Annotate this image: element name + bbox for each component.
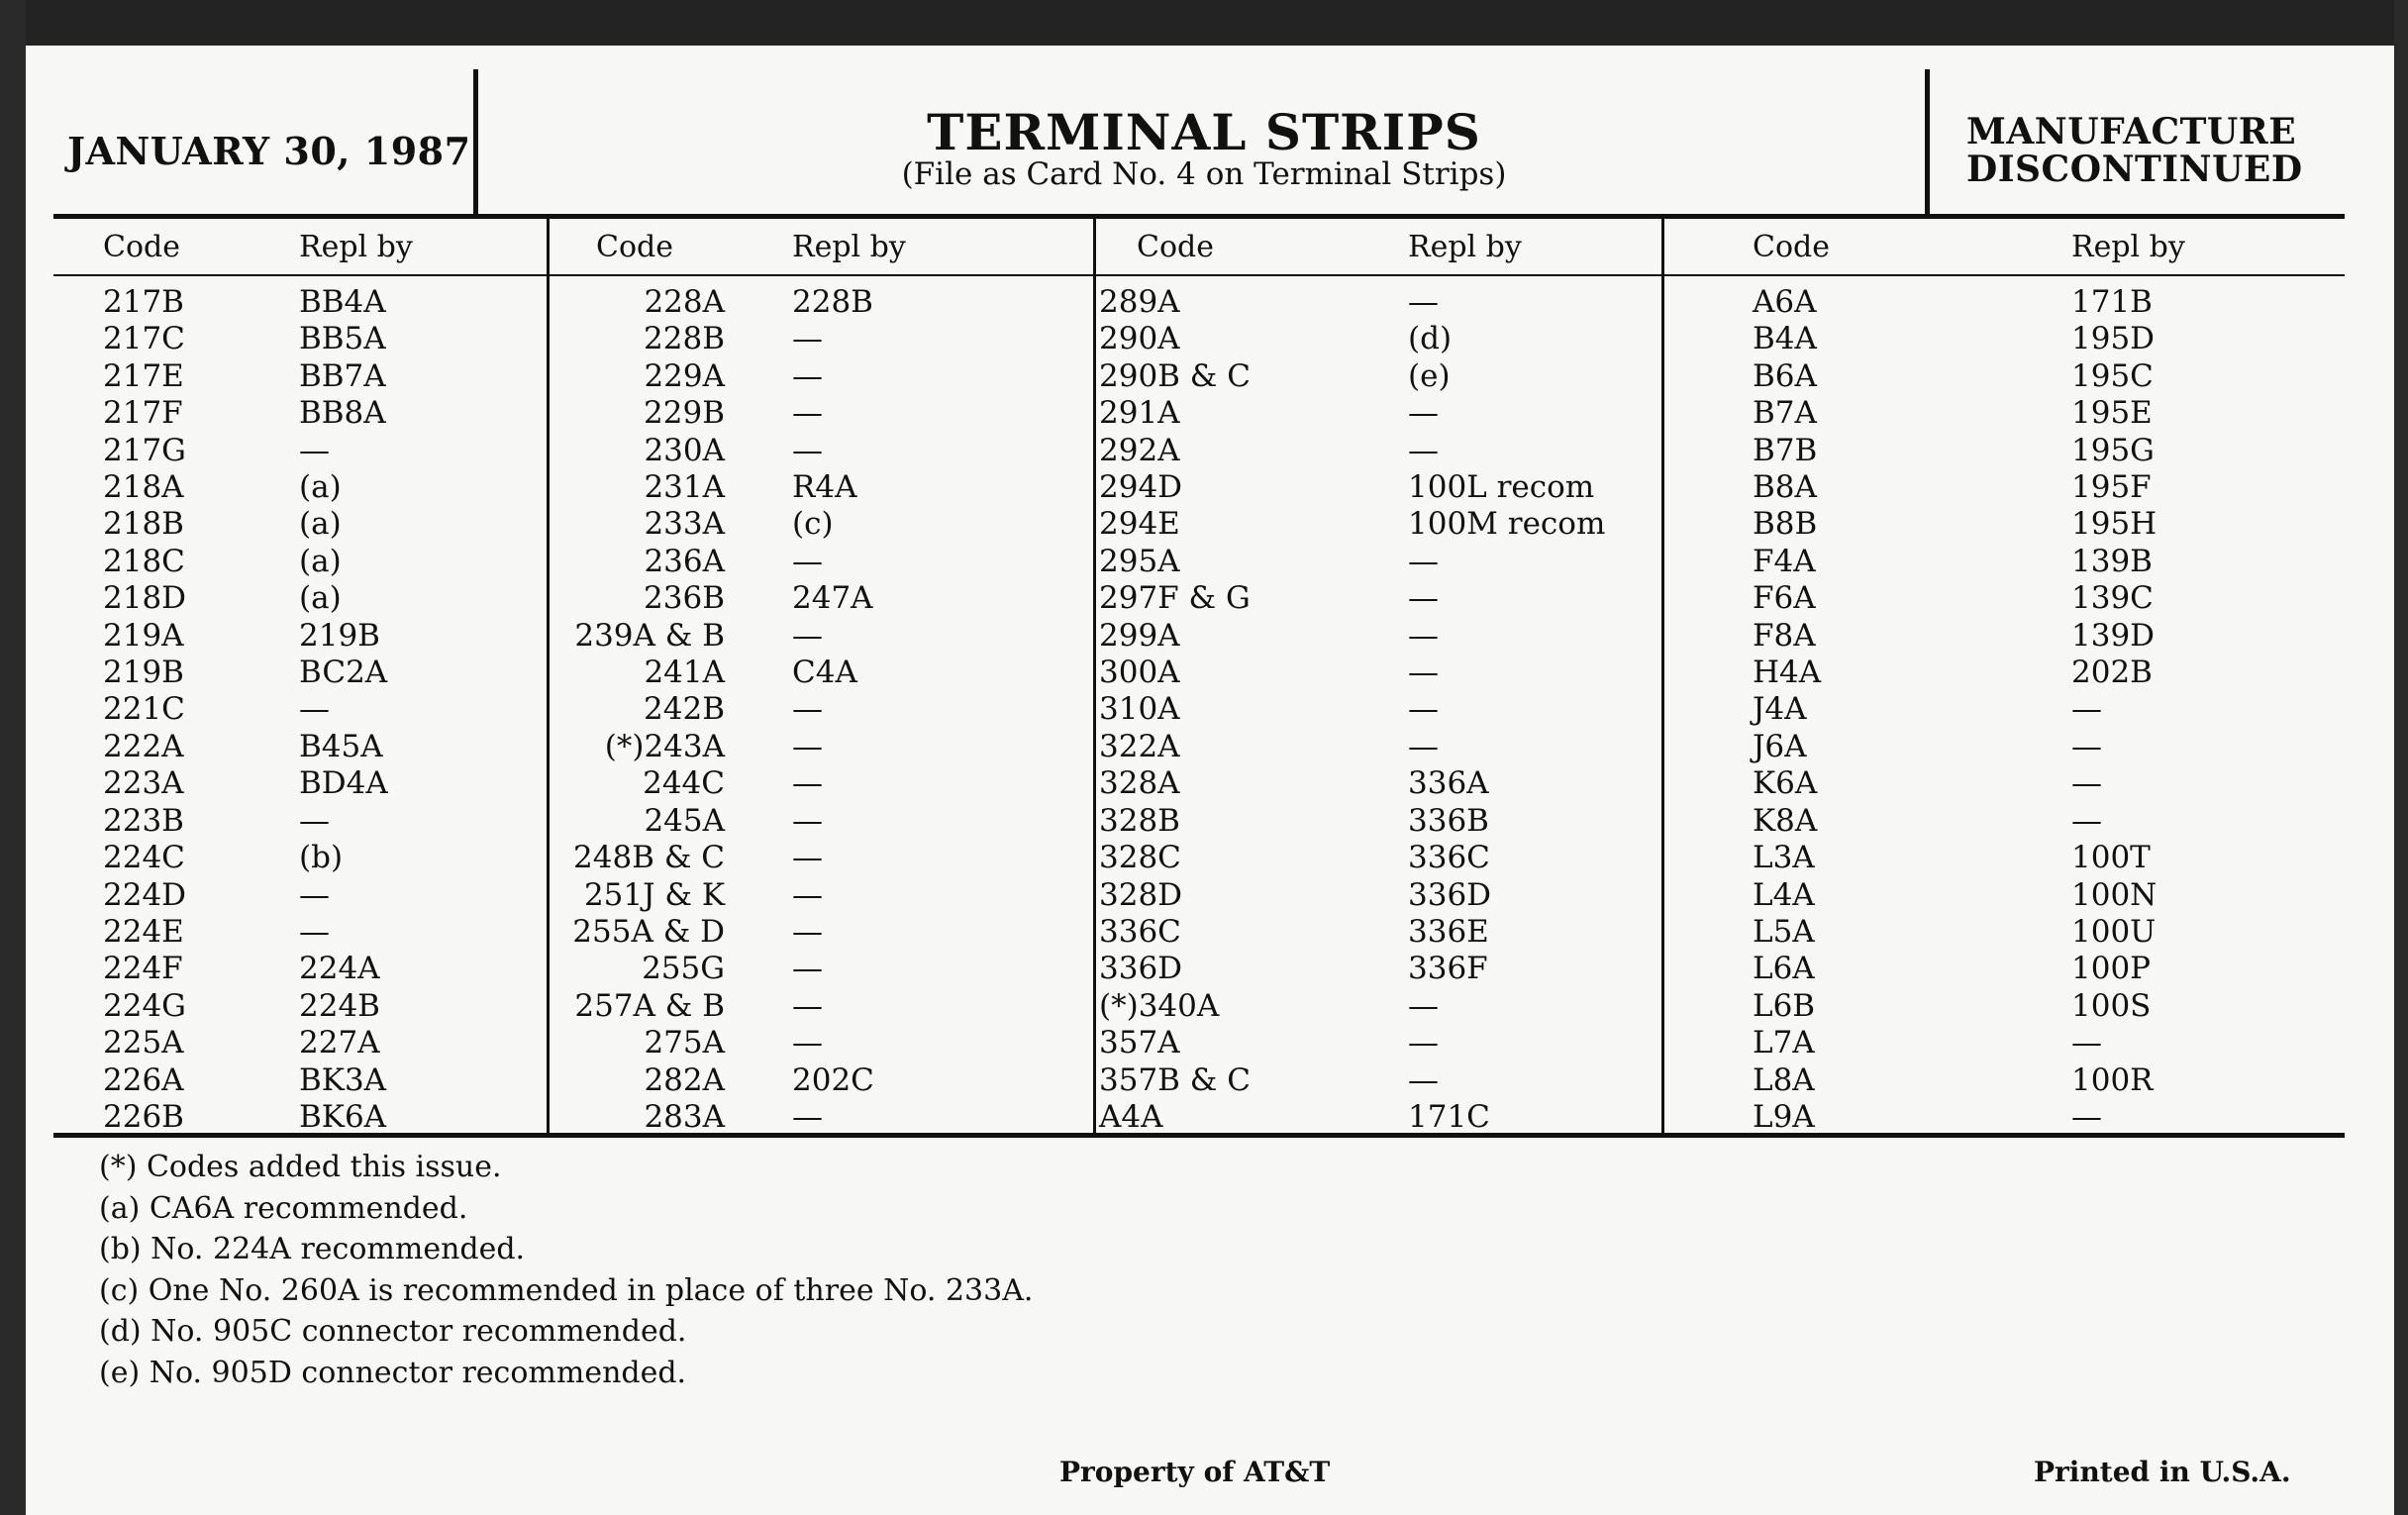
repl-cell: BC2A	[299, 655, 388, 691]
footnote-b: (b) No. 224A recommended.	[99, 1232, 526, 1267]
code-cell: 328B	[1099, 802, 1180, 839]
code-cell: F8A	[1753, 617, 1816, 654]
repl-cell: BB5A	[299, 321, 386, 357]
footnote-c: (c) One No. 260A is recommended in place of three No. 233A.	[99, 1272, 1034, 1308]
table-top-rule	[53, 214, 2345, 219]
repl-cell: 100M recom	[1408, 506, 1606, 543]
code-cell: 225A	[103, 1025, 184, 1061]
code-cell: 290B & C	[1099, 357, 1251, 394]
code-cell: H4A	[1753, 655, 1822, 691]
code-cell: 229B	[644, 395, 725, 432]
repl-cell: —	[1408, 580, 1439, 617]
code-cell: 218D	[103, 580, 187, 617]
code-cell: B4A	[1753, 321, 1817, 357]
repl-cell: 100R	[2071, 1061, 2154, 1098]
repl-cell: BB8A	[299, 395, 386, 432]
repl-cell: 100N	[2071, 876, 2157, 913]
code-cell: 255A & D	[572, 913, 725, 950]
repl-cell: (d)	[1408, 321, 1453, 357]
code-cell: B7B	[1753, 432, 1818, 468]
code-cell: 224C	[103, 840, 185, 876]
status-label	[1966, 113, 2362, 188]
code-cell: L6B	[1753, 987, 1816, 1024]
repl-cell: 195F	[2071, 469, 2152, 506]
repl-column-2	[792, 284, 874, 1136]
repl-cell: 227A	[299, 1025, 380, 1061]
repl-cell: 336D	[1408, 876, 1492, 913]
column-divider-3	[1661, 219, 1664, 1135]
footnote-e: (e) No. 905D connector recommended.	[99, 1355, 687, 1390]
code-cell: 289A	[1099, 284, 1180, 320]
page-title: TERMINAL STRIPS	[927, 103, 1481, 161]
repl-cell: —	[299, 802, 330, 839]
repl-cell: 202C	[792, 1061, 874, 1098]
repl-cell: (e)	[1408, 357, 1451, 394]
repl-cell: 336F	[1408, 951, 1488, 987]
repl-cell: 224B	[299, 987, 380, 1024]
code-cell: 236A	[644, 543, 725, 579]
repl-cell: —	[792, 395, 823, 432]
repl-cell: 195H	[2071, 506, 2157, 543]
repl-cell: —	[2071, 691, 2102, 728]
code-cell: B7A	[1753, 395, 1817, 432]
code-cell: 357B & C	[1099, 1061, 1251, 1098]
code-cell: J4A	[1753, 691, 1807, 728]
repl-cell: 195E	[2071, 395, 2153, 432]
repl-cell: (c)	[792, 506, 834, 543]
code-cell: L3A	[1753, 840, 1815, 876]
repl-cell: —	[299, 876, 330, 913]
code-cell: 295A	[1099, 543, 1180, 579]
footnotes	[99, 1147, 1033, 1394]
repl-cell: —	[792, 1098, 823, 1135]
repl-cell: BK6A	[299, 1098, 387, 1135]
code-cell: 357A	[1099, 1025, 1180, 1061]
repl-cell: —	[792, 617, 823, 654]
repl-cell: —	[792, 802, 823, 839]
repl-cell: —	[1408, 987, 1439, 1024]
code-cell: L7A	[1753, 1025, 1815, 1061]
code-cell: 233A	[644, 506, 725, 543]
header-divider-left	[473, 69, 478, 216]
code-cell: 245A	[644, 802, 725, 839]
repl-cell: BD4A	[299, 765, 388, 802]
repl-cell: —	[792, 951, 823, 987]
code-cell: 239A & B	[574, 617, 725, 654]
repl-cell: —	[2071, 765, 2102, 802]
code-cell: 310A	[1099, 691, 1180, 728]
code-header-2: Code	[596, 230, 673, 264]
code-cell: (*)243A	[604, 728, 725, 764]
repl-cell: —	[2071, 728, 2102, 764]
code-cell: 322A	[1099, 728, 1180, 764]
footnote-asterisk: (*) Codes added this issue.	[99, 1150, 502, 1184]
repl-cell: 100T	[2071, 840, 2151, 876]
repl-cell: 171C	[1408, 1098, 1490, 1135]
code-cell: L5A	[1753, 913, 1815, 950]
code-cell: 241A	[644, 655, 725, 691]
repl-cell: 139B	[2071, 543, 2153, 579]
code-cell: J6A	[1753, 728, 1807, 764]
repl-cell: (a)	[299, 543, 342, 579]
repl-cell: —	[792, 987, 823, 1024]
repl-cell: —	[792, 1025, 823, 1061]
code-cell: 222A	[103, 728, 184, 764]
code-cell: 224G	[103, 987, 186, 1024]
repl-cell: —	[1408, 543, 1439, 579]
status-line-1: MANUFACTURE	[1966, 111, 2297, 152]
code-cell: 328C	[1099, 840, 1181, 876]
column-divider-1	[547, 219, 550, 1135]
code-cell: 223A	[103, 765, 184, 802]
repl-cell: (a)	[299, 469, 342, 506]
repl-cell: —	[1408, 1025, 1439, 1061]
repl-cell: 139D	[2071, 617, 2156, 654]
repl-cell: —	[1408, 284, 1439, 320]
code-cell: A6A	[1753, 284, 1817, 320]
code-cell: L6A	[1753, 951, 1815, 987]
code-cell: 223B	[103, 802, 184, 839]
footer-printed: Printed in U.S.A.	[2034, 1456, 2291, 1488]
column-divider-2	[1093, 219, 1096, 1135]
repl-cell: 100U	[2071, 913, 2157, 950]
status-line-2: DISCONTINUED	[1966, 149, 2303, 190]
code-cell: 228B	[644, 321, 725, 357]
code-cell: 257A & B	[574, 987, 725, 1024]
code-column-3	[1099, 284, 1366, 1136]
code-header-3: Code	[1137, 230, 1214, 264]
repl-cell: —	[792, 357, 823, 394]
repl-cell: 336B	[1408, 802, 1489, 839]
repl-cell: 336A	[1408, 765, 1489, 802]
repl-cell: —	[299, 691, 330, 728]
code-cell: 217G	[103, 432, 186, 468]
code-cell: L8A	[1753, 1061, 1815, 1098]
repl-cell: 202B	[2071, 655, 2153, 691]
code-cell: 283A	[644, 1098, 725, 1135]
repl-header-3: Repl by	[1408, 230, 1522, 264]
footnote-d: (d) No. 905C connector recommended.	[99, 1314, 687, 1350]
repl-cell: —	[792, 543, 823, 579]
repl-cell: BK3A	[299, 1061, 387, 1098]
repl-cell: —	[792, 728, 823, 764]
repl-cell: —	[792, 876, 823, 913]
repl-column-1	[299, 284, 388, 1136]
code-cell: K8A	[1753, 802, 1818, 839]
code-cell: 221C	[103, 691, 185, 728]
repl-cell: R4A	[792, 469, 857, 506]
repl-cell: —	[792, 691, 823, 728]
repl-header-1: Repl by	[299, 230, 413, 264]
repl-cell: —	[299, 913, 330, 950]
repl-cell: 195C	[2071, 357, 2154, 394]
repl-cell: 228B	[792, 284, 873, 320]
code-cell: 218A	[103, 469, 184, 506]
header-divider-right	[1925, 69, 1930, 216]
code-cell: 242B	[644, 691, 725, 728]
code-cell: 224F	[103, 951, 183, 987]
code-cell: 224E	[103, 913, 184, 950]
repl-cell: 100S	[2071, 987, 2152, 1024]
code-cell: A4A	[1099, 1098, 1163, 1135]
code-cell: 231A	[644, 469, 725, 506]
code-cell: 219B	[103, 655, 184, 691]
scan-border-right	[2394, 0, 2408, 1515]
code-cell: 226A	[103, 1061, 184, 1098]
repl-cell: —	[1408, 432, 1439, 468]
code-cell: 217C	[103, 321, 185, 357]
repl-cell: —	[299, 432, 330, 468]
repl-cell: —	[2071, 1098, 2102, 1135]
repl-cell: —	[1408, 655, 1439, 691]
code-cell: 255G	[642, 951, 725, 987]
repl-cell: BB4A	[299, 284, 386, 320]
repl-cell: —	[1408, 1061, 1439, 1098]
code-cell: 299A	[1099, 617, 1180, 654]
repl-cell: —	[792, 765, 823, 802]
code-cell: 297F & G	[1099, 580, 1251, 617]
code-cell: 275A	[644, 1025, 725, 1061]
repl-cell: 336E	[1408, 913, 1489, 950]
repl-cell: —	[792, 321, 823, 357]
code-cell: 230A	[644, 432, 725, 468]
code-cell: 217B	[103, 284, 184, 320]
code-cell: 294D	[1099, 469, 1183, 506]
repl-cell: 100P	[2071, 951, 2152, 987]
repl-cell: 219B	[299, 617, 380, 654]
scan-border-top	[0, 0, 2408, 46]
code-cell: 226B	[103, 1098, 184, 1135]
code-cell: 219A	[103, 617, 184, 654]
code-cell: 229A	[644, 357, 725, 394]
code-cell: 336D	[1099, 951, 1183, 987]
repl-cell: (a)	[299, 506, 342, 543]
code-cell: 248B & C	[573, 840, 725, 876]
repl-cell: —	[792, 840, 823, 876]
page-subtitle: (File as Card No. 4 on Terminal Strips)	[901, 156, 1507, 192]
code-cell: B8A	[1753, 469, 1817, 506]
repl-header-4: Repl by	[2071, 230, 2185, 264]
code-header-4: Code	[1753, 230, 1830, 264]
code-cell: K6A	[1753, 765, 1818, 802]
repl-column-4	[2071, 284, 2157, 1136]
code-cell: 217F	[103, 395, 183, 432]
repl-cell: 247A	[792, 580, 873, 617]
repl-cell: —	[1408, 728, 1439, 764]
code-cell: 236B	[644, 580, 725, 617]
code-cell: B8B	[1753, 506, 1818, 543]
repl-cell: —	[2071, 1025, 2102, 1061]
code-cell: 328D	[1099, 876, 1183, 913]
code-column-4	[1753, 284, 1821, 1136]
repl-cell: —	[1408, 617, 1439, 654]
repl-cell: (b)	[299, 840, 344, 876]
code-cell: 251J & K	[583, 876, 725, 913]
code-cell: 300A	[1099, 655, 1180, 691]
code-column-1	[103, 284, 186, 1136]
code-cell: 218C	[103, 543, 185, 579]
code-cell: F4A	[1753, 543, 1816, 579]
code-cell: B6A	[1753, 357, 1817, 394]
code-cell: L4A	[1753, 876, 1815, 913]
repl-cell: B45A	[299, 728, 383, 764]
code-cell: 218B	[103, 506, 184, 543]
code-cell: (*)340A	[1099, 987, 1220, 1024]
repl-cell: —	[792, 432, 823, 468]
repl-cell: 195G	[2071, 432, 2155, 468]
repl-cell: —	[1408, 691, 1439, 728]
code-cell: 282A	[644, 1061, 725, 1098]
repl-cell: —	[792, 913, 823, 950]
code-cell: 244C	[643, 765, 725, 802]
footer-property: Property of AT&T	[1059, 1456, 1331, 1488]
repl-cell: BB7A	[299, 357, 386, 394]
repl-cell: C4A	[792, 655, 857, 691]
code-cell: 294E	[1099, 506, 1180, 543]
scan-border-left	[0, 0, 26, 1515]
repl-header-2: Repl by	[792, 230, 906, 264]
repl-cell: 139C	[2071, 580, 2154, 617]
repl-cell: —	[1408, 395, 1439, 432]
repl-cell: 100L recom	[1408, 469, 1595, 506]
issue-date: JANUARY 30, 1987	[67, 129, 471, 173]
code-cell: 336C	[1099, 913, 1181, 950]
code-cell: 290A	[1099, 321, 1180, 357]
repl-cell: 336C	[1408, 840, 1490, 876]
code-cell: 328A	[1099, 765, 1180, 802]
footnote-a: (a) CA6A recommended.	[99, 1190, 468, 1226]
code-column-2	[556, 284, 725, 1136]
code-cell: 217E	[103, 357, 184, 394]
repl-column-3	[1408, 284, 1605, 1136]
repl-cell: (a)	[299, 580, 342, 617]
repl-cell: 195D	[2071, 321, 2156, 357]
code-header-1: Code	[103, 230, 180, 264]
repl-cell: 224A	[299, 951, 380, 987]
code-cell: 291A	[1099, 395, 1180, 432]
code-cell: 224D	[103, 876, 187, 913]
repl-cell: —	[2071, 802, 2102, 839]
code-cell: 228A	[644, 284, 725, 320]
repl-cell: 171B	[2071, 284, 2153, 320]
code-cell: 292A	[1099, 432, 1180, 468]
table-header-rule	[53, 274, 2345, 276]
code-cell: L9A	[1753, 1098, 1815, 1135]
code-cell: F6A	[1753, 580, 1816, 617]
